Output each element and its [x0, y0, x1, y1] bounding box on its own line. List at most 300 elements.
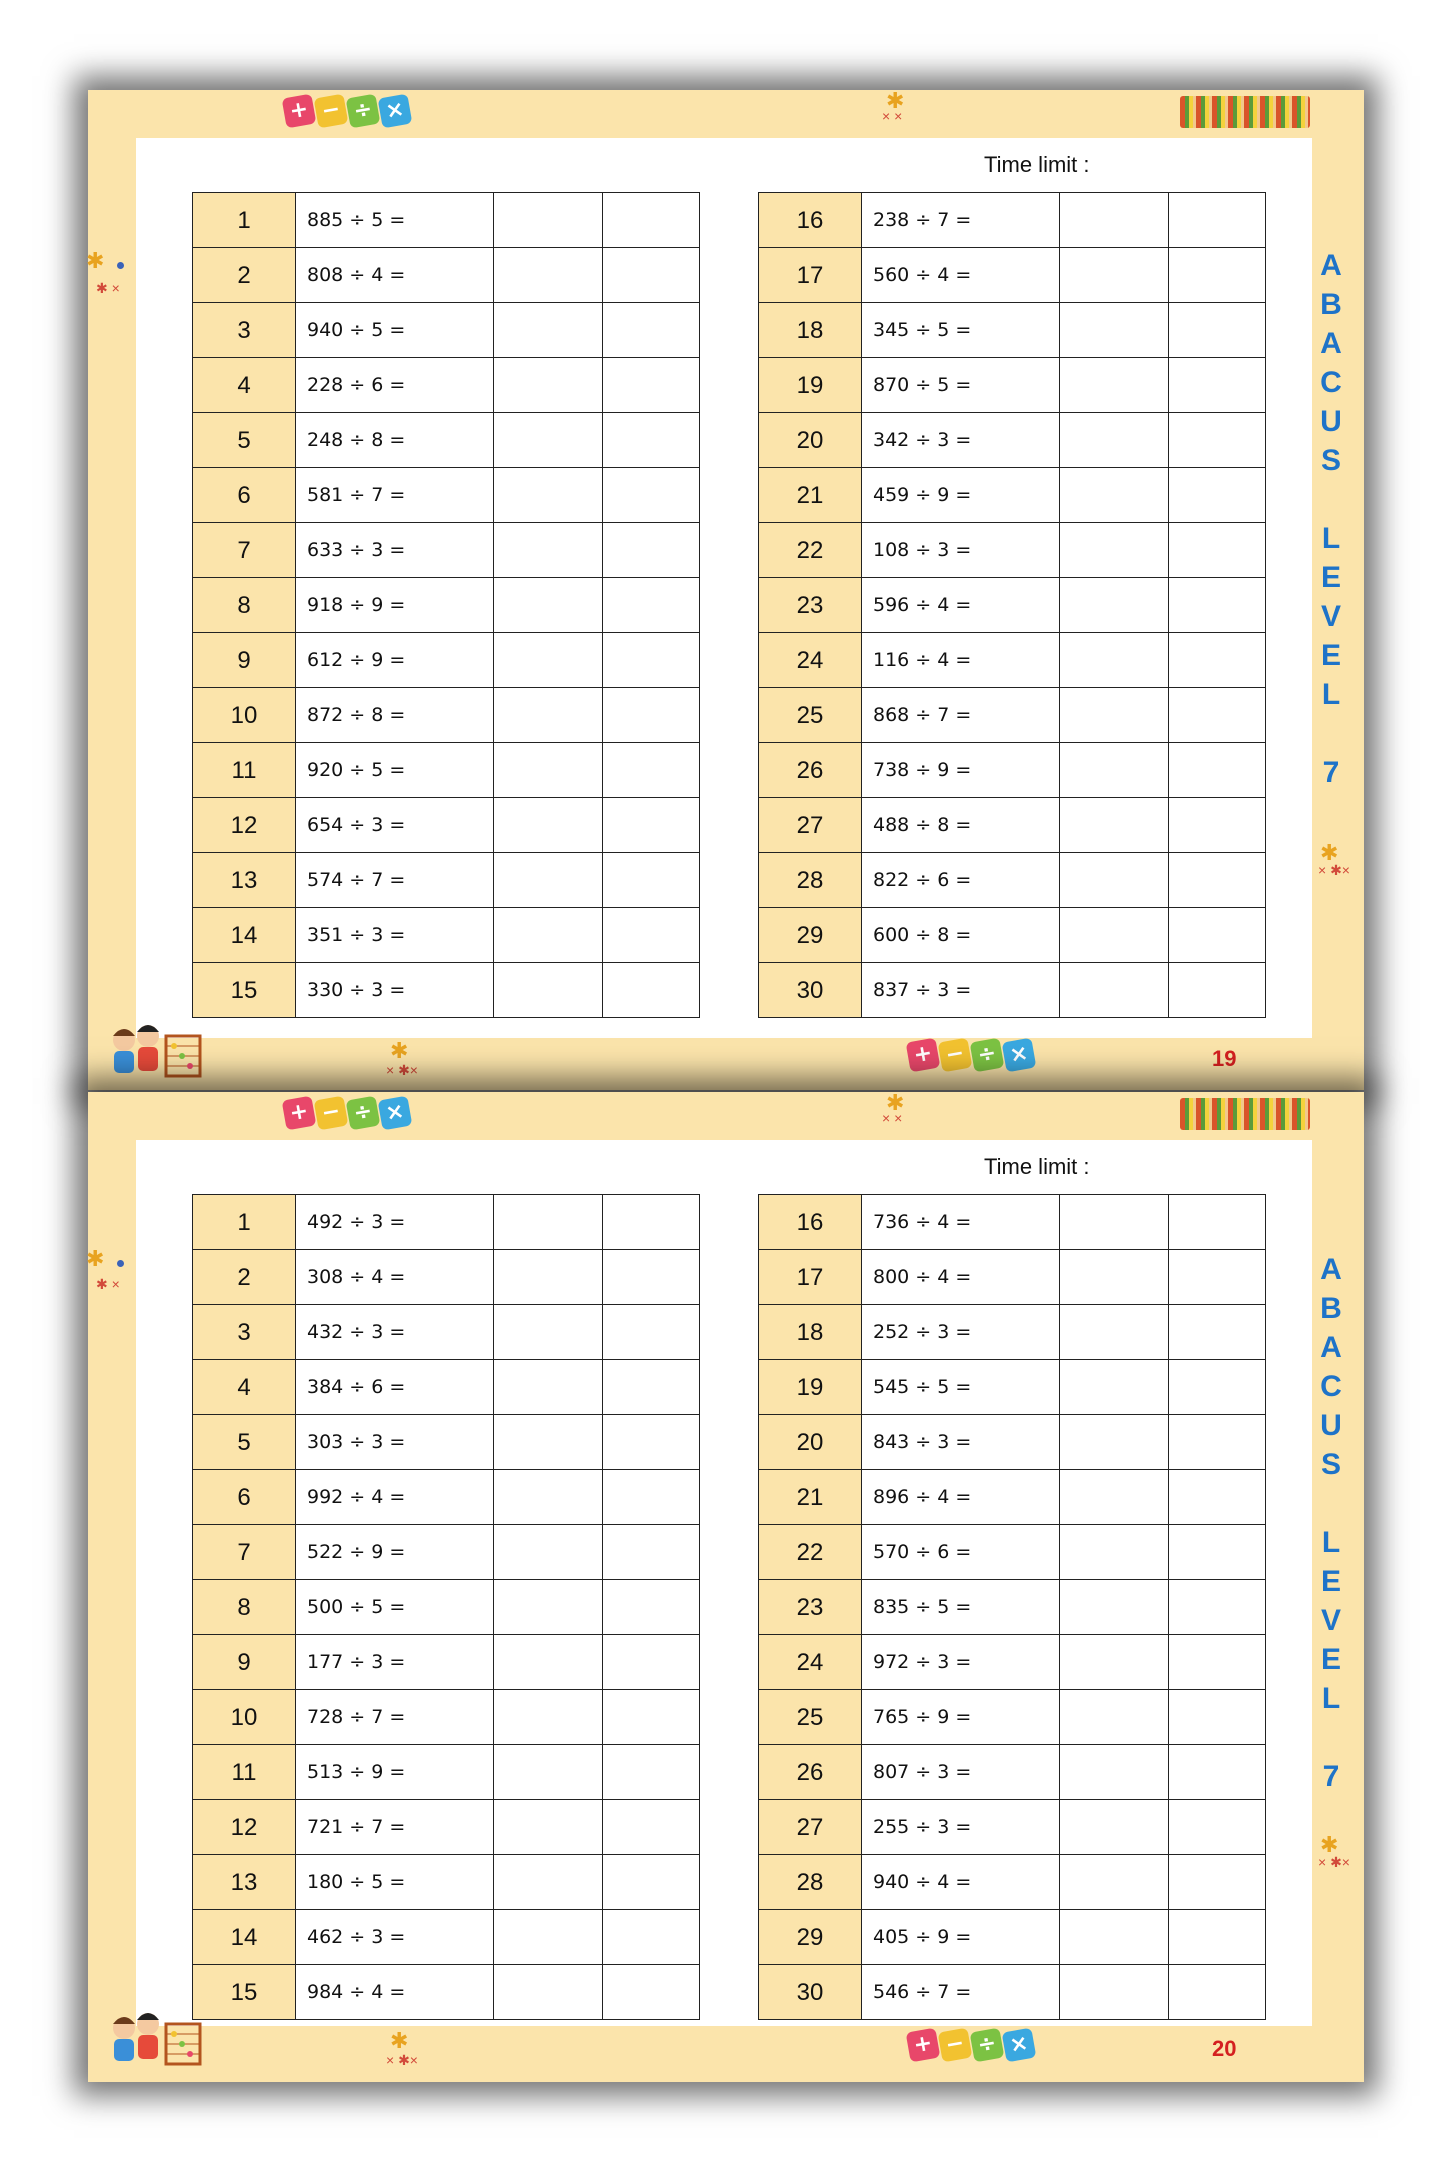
check-box[interactable]: [603, 1580, 700, 1635]
answer-box[interactable]: [494, 1635, 603, 1690]
answer-box[interactable]: [494, 1855, 603, 1910]
answer-box[interactable]: [1060, 1635, 1169, 1690]
problem-row: [193, 1360, 700, 1415]
problem-row: [759, 1195, 1266, 1250]
check-box[interactable]: [603, 303, 700, 358]
check-box[interactable]: [603, 1965, 700, 2020]
problem-number: 1: [193, 193, 296, 248]
operator-badge-icon: ×: [378, 1096, 413, 1131]
problem-row: [759, 1965, 1266, 2020]
answer-box[interactable]: [494, 1965, 603, 2020]
sparkle-icon: × ✱×: [386, 1062, 418, 1078]
problem-number: 3: [193, 303, 296, 358]
problem-number: 5: [193, 1415, 296, 1470]
answer-box[interactable]: [494, 633, 603, 688]
worksheet-page-19: [88, 90, 1364, 1090]
check-box[interactable]: [1169, 908, 1266, 963]
check-box[interactable]: [603, 523, 700, 578]
problem-number: 4: [193, 358, 296, 413]
time-limit-label: Time limit :: [984, 1154, 1090, 1179]
check-box[interactable]: [1169, 1470, 1266, 1525]
title-letter: [1316, 480, 1346, 519]
answer-box[interactable]: [494, 1195, 603, 1250]
check-box[interactable]: [1169, 1250, 1266, 1305]
check-box[interactable]: [1169, 1800, 1266, 1855]
problem-number: 25: [759, 688, 862, 743]
title-letter: E: [1320, 561, 1341, 594]
answer-box[interactable]: [494, 468, 603, 523]
abacus-icon: [1180, 1098, 1310, 1130]
check-box[interactable]: [603, 1195, 700, 1250]
operator-badge-icon: +: [906, 1038, 941, 1073]
check-box[interactable]: [1169, 1855, 1266, 1910]
problem-row: [759, 193, 1266, 248]
division-problem: 765 ÷ 9 =: [862, 1690, 1060, 1745]
problem-number: 14: [193, 908, 296, 963]
title-letter: A: [1320, 1331, 1342, 1364]
problem-row: [759, 1635, 1266, 1690]
problem-row: [193, 248, 700, 303]
problem-row: [759, 853, 1266, 908]
sparkle-icon: ✱: [1320, 840, 1339, 865]
problem-row: [759, 1525, 1266, 1580]
problem-row: [759, 798, 1266, 853]
problem-number: 29: [759, 1910, 862, 1965]
check-box[interactable]: [1169, 1965, 1266, 2020]
division-problem: 940 ÷ 4 =: [862, 1855, 1060, 1910]
check-box[interactable]: [1169, 303, 1266, 358]
problem-number: 10: [193, 1690, 296, 1745]
problem-number: 15: [193, 1965, 296, 2020]
answer-box[interactable]: [1060, 688, 1169, 743]
problem-number: 19: [759, 1360, 862, 1415]
check-box[interactable]: [603, 853, 700, 908]
division-problem: 918 ÷ 9 =: [296, 578, 494, 633]
kids-abacus-icon: [96, 1018, 206, 1088]
problems-table-right: [758, 192, 1266, 1018]
title-letter: [1316, 714, 1346, 753]
answer-box[interactable]: [494, 688, 603, 743]
problem-row: [193, 1250, 700, 1305]
problem-row: [759, 1800, 1266, 1855]
check-box[interactable]: [1169, 248, 1266, 303]
problem-number: 5: [193, 413, 296, 468]
answer-box[interactable]: [1060, 1745, 1169, 1800]
division-problem: 574 ÷ 7 =: [296, 853, 494, 908]
answer-box[interactable]: [494, 963, 603, 1018]
check-box[interactable]: [603, 1360, 700, 1415]
problem-row: [759, 358, 1266, 413]
kids-abacus-icon: [96, 2006, 206, 2076]
sparkle-icon: ✱: [390, 2028, 409, 2053]
problem-number: 13: [193, 1855, 296, 1910]
problem-number: 13: [193, 853, 296, 908]
division-problem: 992 ÷ 4 =: [296, 1470, 494, 1525]
check-box[interactable]: [1169, 1745, 1266, 1800]
answer-box[interactable]: [494, 1470, 603, 1525]
problem-row: [193, 688, 700, 743]
division-problem: 633 ÷ 3 =: [296, 523, 494, 578]
check-box[interactable]: [1169, 1690, 1266, 1745]
check-box[interactable]: [1169, 743, 1266, 798]
division-problem: 238 ÷ 7 =: [862, 193, 1060, 248]
check-box[interactable]: [603, 1690, 700, 1745]
division-problem: 255 ÷ 3 =: [862, 1800, 1060, 1855]
problem-row: [759, 1250, 1266, 1305]
problem-row: [759, 1360, 1266, 1415]
check-box[interactable]: [1169, 578, 1266, 633]
title-letter: 7: [1322, 756, 1340, 789]
check-box[interactable]: [603, 1800, 700, 1855]
problem-number: 28: [759, 1855, 862, 1910]
answer-box[interactable]: [1060, 1855, 1169, 1910]
problem-row: [193, 633, 700, 688]
operator-badge-icon: ÷: [970, 1038, 1005, 1073]
division-problem: 570 ÷ 6 =: [862, 1525, 1060, 1580]
answer-box[interactable]: [1060, 248, 1169, 303]
title-letter: S: [1320, 1448, 1341, 1481]
title-letter: 7: [1322, 1760, 1340, 1793]
problem-number: 22: [759, 523, 862, 578]
title-letter: E: [1320, 1643, 1341, 1676]
sparkle-icon: × ✱×: [1318, 862, 1350, 878]
answer-box[interactable]: [1060, 1525, 1169, 1580]
problem-number: 25: [759, 1690, 862, 1745]
check-box[interactable]: [1169, 413, 1266, 468]
check-box[interactable]: [603, 1250, 700, 1305]
check-box[interactable]: [1169, 1415, 1266, 1470]
answer-box[interactable]: [1060, 908, 1169, 963]
check-box[interactable]: [603, 1470, 700, 1525]
answer-box[interactable]: [494, 1800, 603, 1855]
problem-row: [193, 578, 700, 633]
answer-box[interactable]: [494, 578, 603, 633]
division-problem: 721 ÷ 7 =: [296, 1800, 494, 1855]
division-problem: 808 ÷ 4 =: [296, 248, 494, 303]
problems-table-left: [192, 1194, 700, 2020]
answer-box[interactable]: [494, 523, 603, 578]
answer-box[interactable]: [1060, 853, 1169, 908]
operator-badge-icon: +: [906, 2028, 941, 2063]
division-problem: 116 ÷ 4 =: [862, 633, 1060, 688]
division-problem: 596 ÷ 4 =: [862, 578, 1060, 633]
answer-box[interactable]: [1060, 578, 1169, 633]
problem-number: 8: [193, 578, 296, 633]
problem-row: [759, 303, 1266, 358]
division-problem: 546 ÷ 7 =: [862, 1965, 1060, 2020]
division-problem: 405 ÷ 9 =: [862, 1910, 1060, 1965]
check-box[interactable]: [1169, 468, 1266, 523]
check-box[interactable]: [603, 963, 700, 1018]
title-letter: S: [1320, 444, 1341, 477]
title-letter: C: [1320, 1370, 1342, 1403]
title-letter: [1316, 1718, 1346, 1757]
division-problem: 868 ÷ 7 =: [862, 688, 1060, 743]
problem-row: [193, 1855, 700, 1910]
division-problem: 800 ÷ 4 =: [862, 1250, 1060, 1305]
division-problem: 228 ÷ 6 =: [296, 358, 494, 413]
title-letter: U: [1320, 1409, 1342, 1442]
division-problem: 896 ÷ 4 =: [862, 1470, 1060, 1525]
problem-number: 24: [759, 1635, 862, 1690]
operator-badge-icon: +: [282, 94, 317, 129]
dot-decoration: [117, 262, 124, 269]
problem-row: [193, 743, 700, 798]
problem-number: 18: [759, 303, 862, 358]
answer-box[interactable]: [494, 1745, 603, 1800]
problem-row: [193, 1800, 700, 1855]
check-box[interactable]: [1169, 193, 1266, 248]
division-problem: 342 ÷ 3 =: [862, 413, 1060, 468]
sparkle-icon: ✱: [1320, 1832, 1339, 1857]
check-box[interactable]: [603, 743, 700, 798]
division-problem: 837 ÷ 3 =: [862, 963, 1060, 1018]
sparkle-icon: ✱: [86, 1246, 105, 1271]
operator-badge-icon: ÷: [346, 94, 381, 129]
division-problem: 459 ÷ 9 =: [862, 468, 1060, 523]
check-box[interactable]: [1169, 798, 1266, 853]
worksheet-content: [136, 1140, 1312, 2026]
check-box[interactable]: [603, 908, 700, 963]
title-letter: V: [1320, 600, 1341, 633]
answer-box[interactable]: [494, 413, 603, 468]
check-box[interactable]: [1169, 1580, 1266, 1635]
problem-number: 28: [759, 853, 862, 908]
problem-row: [759, 1855, 1266, 1910]
problem-number: 23: [759, 1580, 862, 1635]
problem-number: 19: [759, 358, 862, 413]
problem-row: [193, 1910, 700, 1965]
worksheet-content: [136, 138, 1312, 1038]
math-operators-icon: [908, 2030, 1034, 2060]
sparkle-icon: ✱: [886, 1090, 905, 1115]
abacus-icon: [1180, 96, 1310, 128]
problem-number: 16: [759, 1195, 862, 1250]
answer-box[interactable]: [494, 1305, 603, 1360]
check-box[interactable]: [603, 1855, 700, 1910]
division-problem: 488 ÷ 8 =: [862, 798, 1060, 853]
check-box[interactable]: [603, 1525, 700, 1580]
answer-box[interactable]: [1060, 743, 1169, 798]
answer-box[interactable]: [1060, 358, 1169, 413]
check-box[interactable]: [1169, 1360, 1266, 1415]
sparkle-icon: ✱ ×: [96, 1276, 120, 1292]
problem-row: [759, 523, 1266, 578]
operator-badge-icon: −: [938, 1038, 973, 1073]
problem-number: 15: [193, 963, 296, 1018]
problem-row: [193, 413, 700, 468]
check-box[interactable]: [1169, 633, 1266, 688]
problem-number: 14: [193, 1910, 296, 1965]
title-letter: L: [1321, 522, 1341, 555]
division-problem: 545 ÷ 5 =: [862, 1360, 1060, 1415]
check-box[interactable]: [1169, 358, 1266, 413]
answer-box[interactable]: [494, 743, 603, 798]
answer-box[interactable]: [1060, 1250, 1169, 1305]
division-problem: 972 ÷ 3 =: [862, 1635, 1060, 1690]
answer-box[interactable]: [494, 798, 603, 853]
problem-number: 17: [759, 1250, 862, 1305]
answer-box[interactable]: [494, 908, 603, 963]
division-problem: 920 ÷ 5 =: [296, 743, 494, 798]
problem-number: 30: [759, 963, 862, 1018]
check-box[interactable]: [603, 1635, 700, 1690]
title-letter: V: [1320, 1604, 1341, 1637]
division-problem: 885 ÷ 5 =: [296, 193, 494, 248]
answer-box[interactable]: [494, 1690, 603, 1745]
problem-number: 4: [193, 1360, 296, 1415]
answer-box[interactable]: [1060, 303, 1169, 358]
problem-row: [193, 1470, 700, 1525]
check-box[interactable]: [603, 1910, 700, 1965]
problem-row: [193, 358, 700, 413]
division-problem: 180 ÷ 5 =: [296, 1855, 494, 1910]
division-problem: 303 ÷ 3 =: [296, 1415, 494, 1470]
answer-box[interactable]: [494, 1250, 603, 1305]
problem-row: [759, 468, 1266, 523]
problem-row: [193, 1580, 700, 1635]
problems-table-right: [758, 1194, 1266, 2020]
answer-box[interactable]: [1060, 1415, 1169, 1470]
problem-row: [193, 908, 700, 963]
problem-row: [759, 963, 1266, 1018]
answer-box[interactable]: [494, 1580, 603, 1635]
check-box[interactable]: [603, 1305, 700, 1360]
answer-box[interactable]: [494, 193, 603, 248]
problem-row: [759, 1415, 1266, 1470]
problem-row: [193, 1195, 700, 1250]
problem-row: [759, 1305, 1266, 1360]
answer-box[interactable]: [1060, 1580, 1169, 1635]
answer-box[interactable]: [1060, 193, 1169, 248]
operator-badge-icon: ÷: [346, 1096, 381, 1131]
division-problem: 984 ÷ 4 =: [296, 1965, 494, 2020]
check-box[interactable]: [603, 358, 700, 413]
answer-box[interactable]: [1060, 1910, 1169, 1965]
check-box[interactable]: [1169, 1635, 1266, 1690]
problem-row: [759, 1910, 1266, 1965]
division-problem: 843 ÷ 3 =: [862, 1415, 1060, 1470]
check-box[interactable]: [603, 798, 700, 853]
problem-row: [193, 1415, 700, 1470]
operator-badge-icon: ×: [378, 94, 413, 129]
answer-box[interactable]: [1060, 1360, 1169, 1415]
dot-decoration: [117, 1260, 124, 1267]
problem-number: 27: [759, 798, 862, 853]
problem-number: 3: [193, 1305, 296, 1360]
problem-row: [193, 963, 700, 1018]
answer-box[interactable]: [494, 1525, 603, 1580]
check-box[interactable]: [1169, 963, 1266, 1018]
answer-box[interactable]: [1060, 1965, 1169, 2020]
check-box[interactable]: [603, 1745, 700, 1800]
problem-row: [193, 798, 700, 853]
title-letter: [1316, 1484, 1346, 1523]
page-number: 19: [1212, 1046, 1237, 1071]
operator-badge-icon: −: [314, 94, 349, 129]
check-box[interactable]: [603, 688, 700, 743]
sparkle-icon: × ×: [882, 1110, 903, 1126]
problem-number: 6: [193, 468, 296, 523]
problem-number: 8: [193, 1580, 296, 1635]
answer-box[interactable]: [1060, 633, 1169, 688]
problem-row: [193, 523, 700, 578]
check-box[interactable]: [1169, 1910, 1266, 1965]
problem-row: [759, 688, 1266, 743]
check-box[interactable]: [603, 193, 700, 248]
answer-box[interactable]: [1060, 468, 1169, 523]
division-problem: 108 ÷ 3 =: [862, 523, 1060, 578]
check-box[interactable]: [1169, 1305, 1266, 1360]
title-letter: E: [1320, 639, 1341, 672]
problem-number: 30: [759, 1965, 862, 2020]
problem-row: [193, 1745, 700, 1800]
answer-box[interactable]: [1060, 523, 1169, 578]
answer-box[interactable]: [1060, 1690, 1169, 1745]
sparkle-icon: ✱ ×: [96, 280, 120, 296]
answer-box[interactable]: [494, 358, 603, 413]
problem-row: [759, 413, 1266, 468]
division-problem: 738 ÷ 9 =: [862, 743, 1060, 798]
title-letter: B: [1320, 1292, 1342, 1325]
answer-box[interactable]: [494, 853, 603, 908]
check-box[interactable]: [1169, 523, 1266, 578]
answer-box[interactable]: [1060, 963, 1169, 1018]
check-box[interactable]: [1169, 1525, 1266, 1580]
problem-number: 10: [193, 688, 296, 743]
sparkle-icon: × ✱×: [1318, 1854, 1350, 1870]
answer-box[interactable]: [1060, 1305, 1169, 1360]
problem-row: [759, 1745, 1266, 1800]
check-box[interactable]: [603, 633, 700, 688]
problem-row: [193, 1635, 700, 1690]
division-problem: 728 ÷ 7 =: [296, 1690, 494, 1745]
division-problem: 581 ÷ 7 =: [296, 468, 494, 523]
answer-box[interactable]: [1060, 1195, 1169, 1250]
answer-box[interactable]: [1060, 798, 1169, 853]
problem-number: 23: [759, 578, 862, 633]
answer-box[interactable]: [494, 1415, 603, 1470]
problem-row: [193, 468, 700, 523]
check-box[interactable]: [1169, 1195, 1266, 1250]
title-letter: L: [1321, 1526, 1341, 1559]
check-box[interactable]: [603, 413, 700, 468]
division-problem: 522 ÷ 9 =: [296, 1525, 494, 1580]
division-problem: 600 ÷ 8 =: [862, 908, 1060, 963]
title-letter: C: [1320, 366, 1342, 399]
check-box[interactable]: [603, 468, 700, 523]
answer-box[interactable]: [494, 1360, 603, 1415]
problem-row: [193, 193, 700, 248]
answer-box[interactable]: [494, 303, 603, 358]
check-box[interactable]: [1169, 853, 1266, 908]
problem-row: [193, 1525, 700, 1580]
check-box[interactable]: [603, 578, 700, 633]
answer-box[interactable]: [494, 248, 603, 303]
answer-box[interactable]: [1060, 413, 1169, 468]
check-box[interactable]: [1169, 688, 1266, 743]
title-letter: L: [1321, 1682, 1341, 1715]
division-problem: 872 ÷ 8 =: [296, 688, 494, 743]
answer-box[interactable]: [1060, 1470, 1169, 1525]
check-box[interactable]: [603, 1415, 700, 1470]
division-problem: 513 ÷ 9 =: [296, 1745, 494, 1800]
operator-badge-icon: −: [938, 2028, 973, 2063]
answer-box[interactable]: [494, 1910, 603, 1965]
check-box[interactable]: [603, 248, 700, 303]
answer-box[interactable]: [1060, 1800, 1169, 1855]
problem-number: 11: [193, 743, 296, 798]
